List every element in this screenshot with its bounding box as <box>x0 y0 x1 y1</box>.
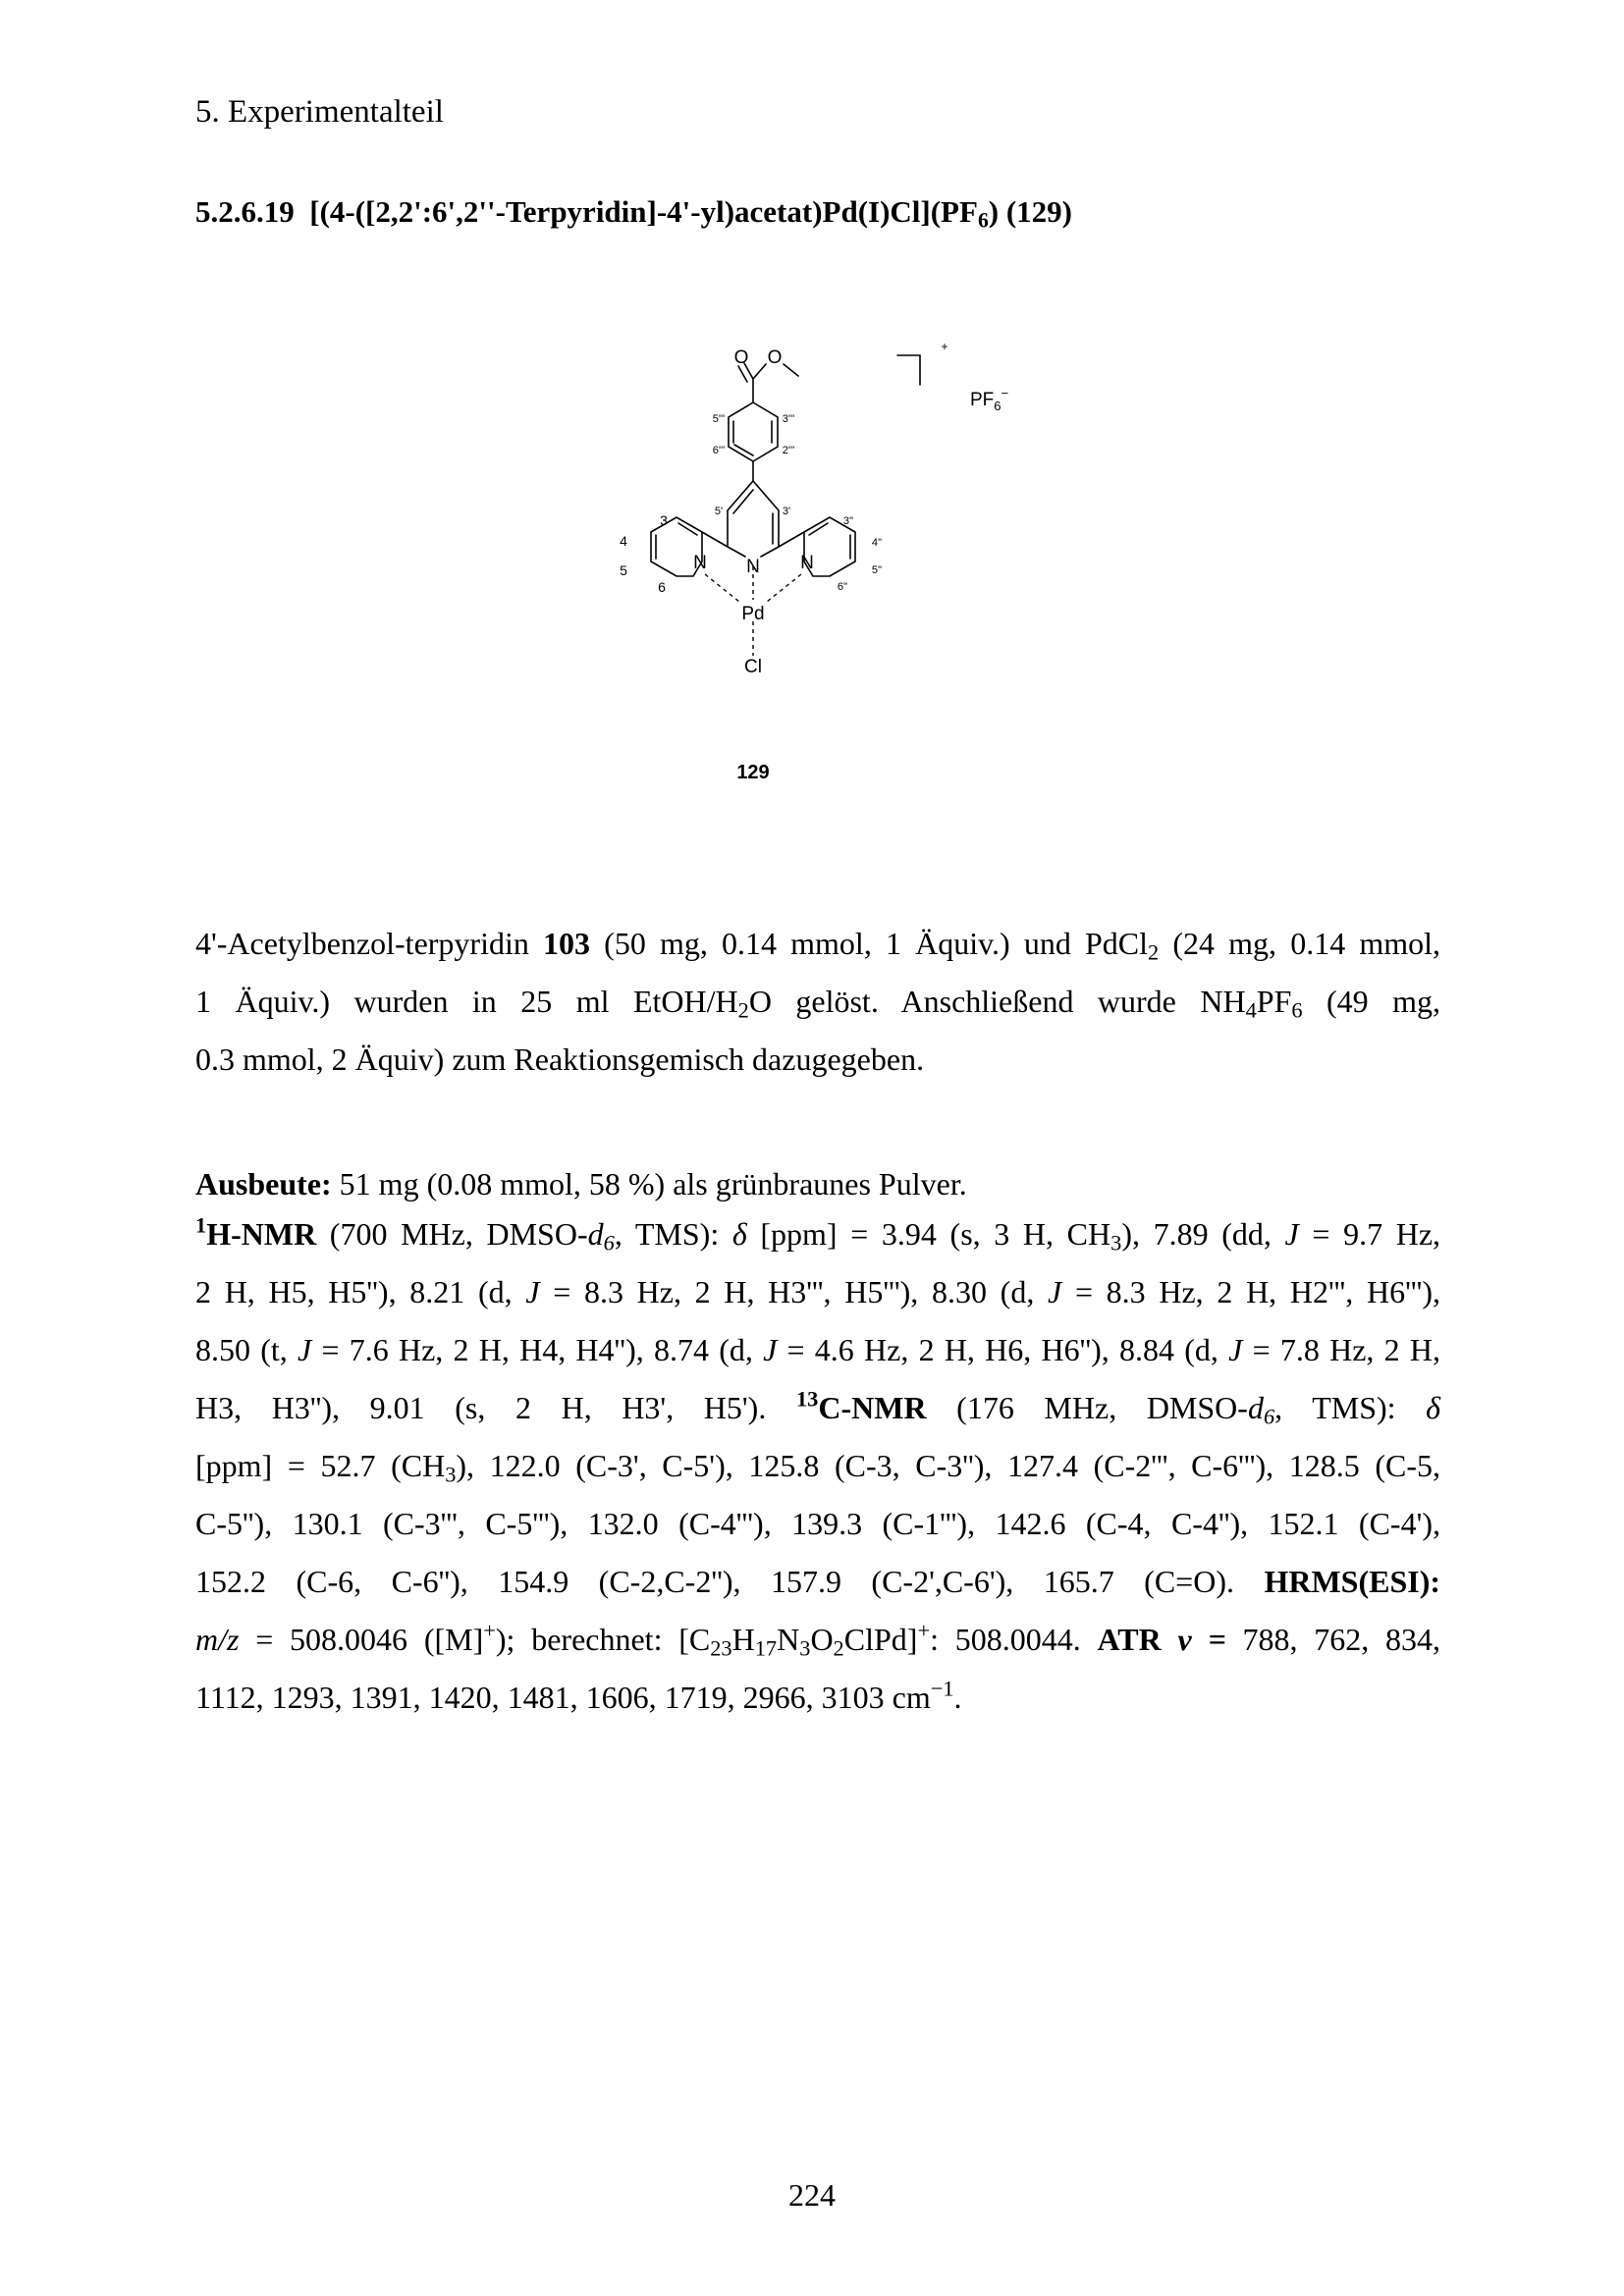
t: = 8.3 Hz, 2 H, H3''', H5'''), 8.30 (d, <box>539 1274 1049 1309</box>
t: ), 122.0 (C-3', C-5'), 125.8 (C-3, C-3''), 127.4 (C-2''', C-6'''), 128.5 (C-5, <box>456 1448 1440 1483</box>
counterion-formula: PF <box>970 390 995 410</box>
atom-o-ester: O <box>767 347 783 368</box>
atom-pd: Pd <box>741 604 765 624</box>
nmr-line <box>195 1321 1440 1379</box>
label-5pp: 5'' <box>871 564 883 576</box>
nmr-line <box>195 1205 1440 1263</box>
nmr-line <box>195 1379 1440 1437</box>
t: 3 <box>799 1635 811 1661</box>
t: (24 mg, 0.14 mmol, <box>1159 926 1441 961</box>
procedure-line <box>195 973 1440 1031</box>
atom-cl: Cl <box>744 657 762 677</box>
t: 1 <box>195 1212 207 1238</box>
procedure-line: 0.3 mmol, 2 Äquiv) zum Reaktionsgemisch dazugegeben. <box>195 1041 925 1077</box>
heading-title-text: [(4-([2,2':6',2''-Terpyridin]-4'-yl)acetat)Pd(I)Cl](PF <box>309 194 978 229</box>
t: (176 MHz, DMSO- <box>926 1390 1248 1425</box>
h-nmr-label: H-NMR <box>206 1216 317 1252</box>
nmr-line: C-5''), 130.1 (C-3''', C-5'''), 132.0 (C-4'''), 139.3 (C-1'''), 142.6 (C-4, C-4''), 152.1 (C-4'), <box>195 1506 1440 1541</box>
atom-n-left: N <box>693 553 707 573</box>
atr-label: ATR <box>1097 1622 1162 1657</box>
t: = 9.7 Hz, <box>1298 1216 1441 1252</box>
page-number: 224 <box>788 2177 836 2213</box>
characterization-paragraph <box>195 1205 1440 1727</box>
t: = 4.6 Hz, 2 H, H6, H6''), 8.84 (d, <box>777 1332 1229 1367</box>
counterion-sub: 6 <box>994 399 1001 413</box>
heading-title <box>309 194 1073 233</box>
t: + <box>483 1618 496 1643</box>
t: O gelöst. Anschließend wurde NH <box>748 984 1246 1019</box>
left-double-2 <box>678 523 697 535</box>
t: H <box>731 1622 755 1657</box>
t: J <box>1284 1216 1299 1252</box>
t: ν = <box>1161 1622 1226 1657</box>
t: 3 <box>1110 1230 1122 1255</box>
procedure-line <box>195 915 1440 973</box>
t: J <box>525 1274 540 1309</box>
t: 2 <box>1148 939 1160 965</box>
bond-right-link <box>779 532 804 547</box>
label-6ppp: 6''' <box>712 445 726 456</box>
t: [ppm] = 3.94 (s, 3 H, CH <box>746 1216 1111 1252</box>
label-4pp: 4'' <box>871 537 883 549</box>
atom-n-right: N <box>800 553 814 573</box>
t: 2 <box>737 997 749 1023</box>
bond-o-me <box>784 364 798 376</box>
coord-bond-left <box>705 574 739 602</box>
compound-ref: 103 <box>543 926 591 961</box>
t: = 508.0046 ([M] <box>239 1622 484 1657</box>
t: J <box>763 1332 778 1367</box>
t: , TMS): <box>614 1216 732 1252</box>
t: m/z <box>195 1622 240 1657</box>
t: [ppm] = 52.7 (CH <box>195 1448 446 1483</box>
t: 1112, 1293, 1391, 1420, 1481, 1606, 1719, 2966, 3103 cm <box>195 1680 931 1715</box>
t: 4'-Acetylbenzol-terpyridin <box>195 926 544 961</box>
t: ClPd] <box>843 1622 918 1657</box>
t: −1 <box>930 1676 954 1701</box>
chemical-structure <box>599 329 1060 790</box>
t: 8.50 (t, <box>195 1332 298 1367</box>
cation-bracket <box>897 355 920 385</box>
label-3: 3 <box>660 512 668 528</box>
t: 4 <box>1245 997 1257 1023</box>
t: = 7.8 Hz, 2 H, <box>1242 1332 1441 1367</box>
bond-co-double <box>738 366 747 382</box>
t: 152.2 (C-6, C-6''), 154.9 (C-2,C-2''), 157.9 (C-2',C-6'), 165.7 (C=O). <box>195 1564 1265 1599</box>
t: = 7.6 Hz, 2 H, H4, H4''), 8.74 (d, <box>311 1332 764 1367</box>
t: 788, 762, 834, <box>1225 1622 1441 1657</box>
nmr-line <box>195 1669 1440 1727</box>
t: δ <box>731 1216 747 1252</box>
t: 3 <box>445 1462 457 1487</box>
atom-o-carbonyl: O <box>733 347 749 368</box>
t: ), 7.89 (dd, <box>1121 1216 1285 1252</box>
t: N <box>777 1622 800 1657</box>
section-heading <box>195 194 1073 233</box>
t: : 508.0044. <box>930 1622 1098 1657</box>
coord-bond-right <box>767 574 801 602</box>
t: 2 H, H5, H5''), 8.21 (d, <box>195 1274 526 1309</box>
t: 6 <box>1291 997 1303 1023</box>
t: (49 mg, <box>1302 984 1441 1019</box>
nmr-line <box>195 1553 1440 1611</box>
t: 23 <box>710 1635 732 1661</box>
t: (50 mg, 0.14 mmol, 1 Äquiv.) und PdCl <box>590 926 1149 961</box>
running-header: 5. Experimentalteil <box>195 94 444 130</box>
t: J <box>298 1332 312 1367</box>
benzene-double-3 <box>734 445 753 455</box>
t: 1 Äquiv.) wurden in 25 ml EtOH/H <box>195 984 738 1019</box>
right-double-2 <box>809 523 828 535</box>
hrms-label: HRMS(ESI): <box>1264 1564 1440 1599</box>
procedure-paragraph <box>195 915 1440 1089</box>
t: 17 <box>754 1635 778 1661</box>
heading-title-end: ) (129) <box>988 194 1073 229</box>
t: J <box>1228 1332 1243 1367</box>
compound-number: 129 <box>736 762 770 783</box>
atom-n-center: N <box>746 557 760 577</box>
bond-left-link <box>702 532 728 547</box>
t: PF <box>1256 984 1292 1019</box>
label-3p: 3' <box>782 506 791 517</box>
t: . <box>953 1680 962 1715</box>
t: 13 <box>795 1386 819 1412</box>
nmr-line <box>195 1437 1440 1495</box>
label-3ppp: 3''' <box>782 413 795 425</box>
t: = 8.3 Hz, 2 H, H2''', H6'''), <box>1061 1274 1441 1309</box>
yield-label: Ausbeute: <box>195 1166 332 1201</box>
c-nmr-label: C-NMR <box>818 1390 927 1425</box>
t: (700 MHz, DMSO- <box>316 1216 588 1252</box>
heading-title-sub: 6 <box>977 208 989 233</box>
t: d <box>587 1216 604 1252</box>
label-2ppp: 2''' <box>782 445 795 456</box>
t: δ <box>1426 1390 1441 1425</box>
label-5: 5 <box>620 562 627 578</box>
t: O <box>810 1622 834 1657</box>
cation-charge: + <box>941 340 948 353</box>
heading-number: 5.2.6.19 <box>195 194 295 229</box>
t: + <box>917 1618 931 1643</box>
t: , TMS): <box>1274 1390 1427 1425</box>
t: 2 <box>833 1635 844 1661</box>
label-4: 4 <box>620 533 627 549</box>
bond-c-o <box>753 364 766 379</box>
benzene-ring <box>729 402 778 461</box>
t: 6 <box>603 1230 615 1255</box>
t: ); berechnet: [C <box>495 1622 711 1657</box>
label-6pp: 6'' <box>837 581 848 593</box>
central-pyridine <box>728 481 779 557</box>
nmr-line <box>195 1611 1440 1669</box>
counterion-charge: − <box>1001 386 1009 400</box>
t: H3, H3''), 9.01 (s, 2 H, H3', H5'). <box>195 1390 796 1425</box>
label-6: 6 <box>658 579 666 595</box>
label-5ppp: 5''' <box>712 413 726 425</box>
counterion <box>970 386 1008 413</box>
t: J <box>1048 1274 1062 1309</box>
label-5p: 5' <box>714 506 724 517</box>
nmr-line <box>195 1263 1440 1321</box>
label-3pp: 3'' <box>842 515 854 527</box>
t: 6 <box>1263 1404 1275 1429</box>
yield-text: 51 mg (0.08 mmol, 58 %) als grünbraunes Pulver. <box>331 1166 967 1201</box>
t: d <box>1247 1390 1264 1425</box>
